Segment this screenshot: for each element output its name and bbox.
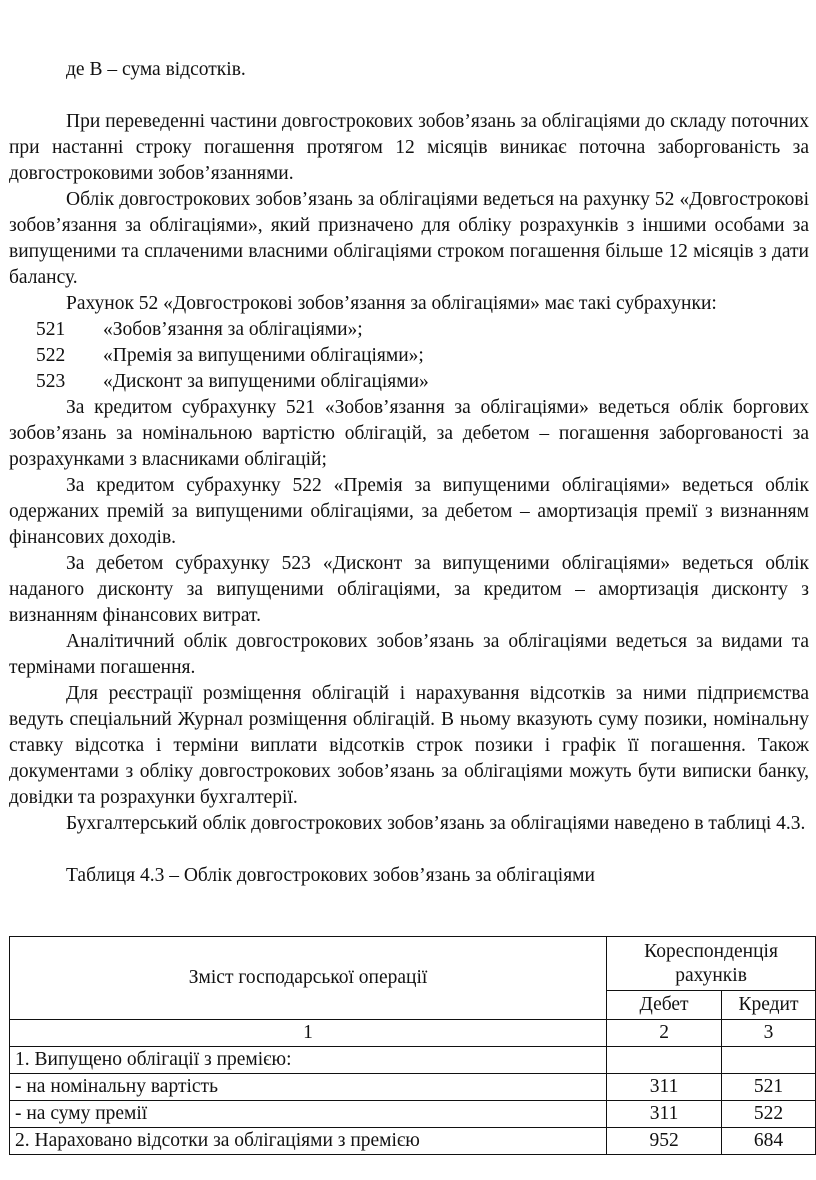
paragraph: Рахунок 52 «Довгострокові зобов’язання за облігаціями» має такі субрахунки:	[66, 293, 717, 314]
subaccount-code: 522	[36, 345, 66, 366]
subaccount-item	[9, 317, 809, 343]
header-correspondence: Кореспонденція рахунків	[607, 937, 816, 991]
subaccount-name: «Премія за випущеними облігаціями»;	[103, 345, 424, 366]
formula-legend: де В – сума відсотків.	[66, 59, 246, 80]
paragraph: Бухгалтерський облік довгострокових зобов’язань за облігаціями наведено в таблиці 4.3.	[66, 813, 806, 834]
debit-cell: 311	[607, 1101, 722, 1128]
column-number: 2	[607, 1020, 722, 1047]
operation-cell: - на суму премії	[10, 1101, 607, 1128]
subaccount-code: 523	[36, 371, 66, 392]
debit-cell: 952	[607, 1128, 722, 1155]
accounting-table	[9, 936, 816, 1155]
subaccount-item	[9, 343, 809, 369]
column-number: 3	[722, 1020, 816, 1047]
table-caption: Таблиця 4.3 – Облік довгострокових зобов’язань за облігаціями	[66, 865, 595, 886]
credit-cell: 522	[722, 1101, 816, 1128]
debit-cell	[607, 1047, 722, 1074]
debit-cell: 311	[607, 1074, 722, 1101]
subaccount-code: 521	[36, 319, 66, 340]
subaccount-item	[9, 369, 809, 395]
credit-cell: 521	[722, 1074, 816, 1101]
operation-cell: 1. Випущено облігації з премією:	[10, 1047, 607, 1074]
paragraph: Облік довгострокових зобов’язань за облігаціями ведеться на рахунку 52 «Довгострокові зобов’язання за облігаціями», який призначено для обліку розрахунків з іншими особами за випущеними та сплаченими власними облігаціями строком погашення більше 12 місяців з дати балансу.	[9, 189, 809, 288]
paragraph: Аналітичний облік довгострокових зобов’язань за облігаціями ведеться за видами та термінами погашення.	[9, 631, 809, 678]
header-credit: Кредит	[722, 991, 816, 1020]
header-debit: Дебет	[607, 991, 722, 1020]
column-number: 1	[10, 1020, 607, 1047]
subaccount-name: «Дисконт за випущеними облігаціями»	[103, 371, 429, 392]
credit-cell: 684	[722, 1128, 816, 1155]
column-number-row	[10, 1020, 816, 1047]
paragraph: Для реєстрації розміщення облігацій і нарахування відсотків за ними підприємства ведуть спеціальний Журнал розміщення облігацій. В ньому вказують суму позики, номінальну ставку відсотка і терміни виплати відсотків строк позики і графік її погашення. Також документами з обліку довгострокових зобов’язань за облігаціями можуть бути виписки банку, довідки та розрахунки бухгалтерії.	[9, 683, 809, 808]
table-header-row	[10, 937, 816, 991]
paragraph: За дебетом субрахунку 523 «Дисконт за випущеними облігаціями» ведеться облік наданого дисконту за випущеними облігаціями, за кредитом – амортизація дисконту з визнанням фінансових витрат.	[9, 553, 809, 626]
subaccount-name: «Зобов’язання за облігаціями»;	[103, 319, 363, 340]
document-page	[9, 57, 809, 889]
table-row	[10, 1101, 816, 1128]
table-row	[10, 1047, 816, 1074]
paragraph: При переведенні частини довгострокових зобов’язань за облігаціями до складу поточних при настанні строку погашення протягом 12 місяців виникає поточна заборгованість за довгостроковими зобов’язаннями.	[9, 111, 809, 184]
table-row	[10, 1128, 816, 1155]
table-row	[10, 1074, 816, 1101]
paragraph: За кредитом субрахунку 522 «Премія за випущеними облігаціями» ведеться облік одержаних премій за випущеними облігаціями, за дебетом – амортизація премії з визнанням фінансових доходів.	[9, 475, 809, 548]
operation-cell: 2. Нараховано відсотки за облігаціями з премією	[10, 1128, 607, 1155]
operation-cell: - на номінальну вартість	[10, 1074, 607, 1101]
paragraph: За кредитом субрахунку 521 «Зобов’язання за облігаціями» ведеться облік боргових зобов’язань за номінальною вартістю облігацій, за дебетом – погашення заборгованості за розрахунками з власниками облігацій;	[9, 397, 809, 470]
header-operation: Зміст господарської операції	[10, 937, 607, 1020]
credit-cell	[722, 1047, 816, 1074]
